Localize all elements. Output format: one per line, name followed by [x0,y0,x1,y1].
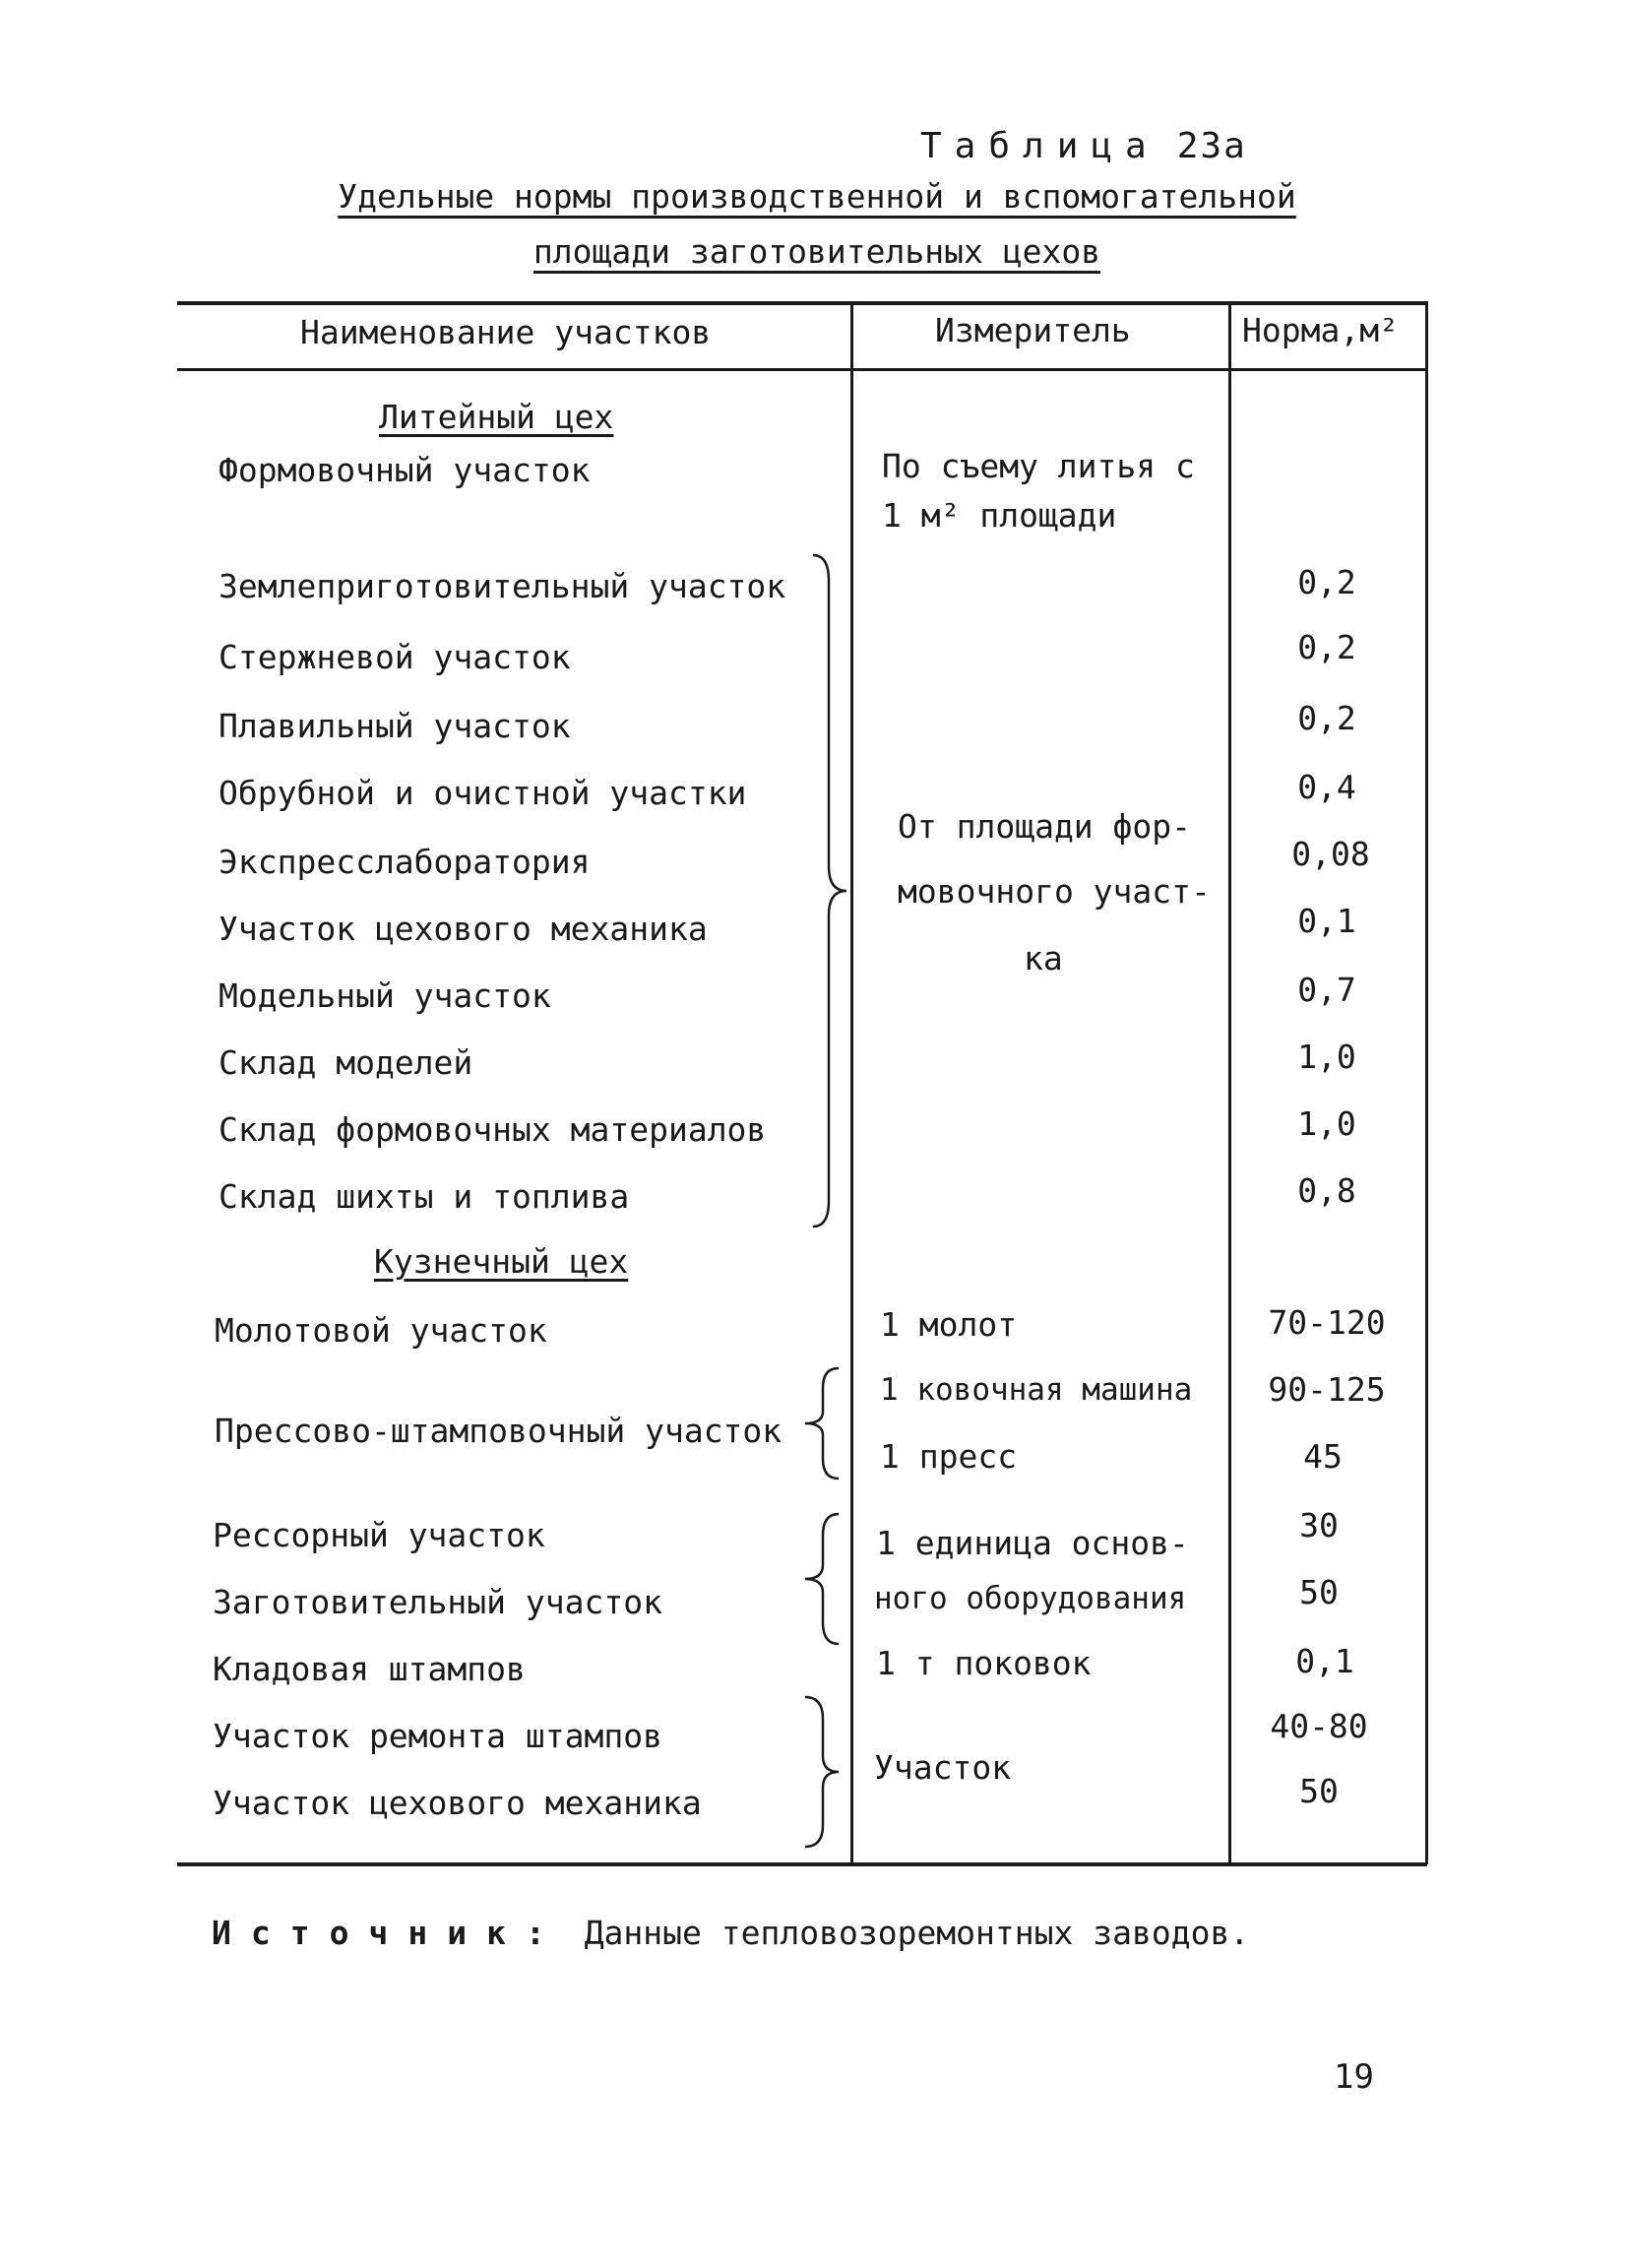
table-bottom-rule [177,1862,1427,1866]
measure-forming-line2: 1 м² площади [882,496,1117,535]
row-name: Прессово-штамповочный участок [215,1412,782,1450]
row-norm: 0,8 [1297,1171,1356,1210]
measure-norm-press: 45 [1303,1437,1343,1476]
row-name: Обрубной и очистной участки [219,774,747,812]
row-norm: 0,08 [1291,835,1370,873]
row-name: Экспресслаборатория [219,843,591,881]
row-norm: 0,4 [1297,768,1356,806]
table-word: Таблица [920,126,1159,166]
measure-forming-line1: По съему литья с [882,447,1195,485]
row-norm: 0,2 [1297,628,1356,666]
measure-unit-line1: 1 единица основ- [876,1524,1189,1562]
column-header-norm: Норма,м² [1242,311,1399,349]
table-number: 23а [1176,126,1247,166]
row-name: Кладовая штампов [213,1650,526,1688]
table-right-border [1425,301,1428,1864]
brace-unit-group [799,1510,845,1648]
measure-from-area-line1: От площади фор- [898,807,1192,846]
row-norm: 50 [1299,1772,1339,1810]
page-number: 19 [1334,2057,1374,2097]
row-norm: 70-120 [1268,1303,1386,1342]
row-norm: 1,0 [1297,1104,1356,1143]
row-name: Стержневой участок [219,638,571,676]
brace-repair-group [799,1693,845,1851]
section-title-foundry: Литейный цех [379,398,614,436]
row-name: Участок цехового механика [213,1784,702,1822]
row-name: Участок цехового механика [219,910,708,948]
source-label: Источник: [212,1914,565,1952]
row-norm: 50 [1299,1573,1339,1611]
row-name: Молотовой участок [215,1311,547,1350]
brace-press-group [799,1364,845,1482]
row-name: Заготовительный участок [213,1583,662,1621]
row-norm: 0,2 [1297,699,1356,737]
column-divider-2 [1228,301,1231,1864]
source-text: Данные тепловозоремонтных заводов. [584,1914,1250,1952]
brace-foundry-group [807,551,856,1230]
table-header-rule [177,368,1427,371]
row-name: Участок ремонта штампов [213,1717,662,1755]
section-title-forge: Кузнечный цех [374,1242,629,1281]
source-note [212,1914,1249,1952]
table-title-line1: Удельные нормы производственной и вспомогательной [338,177,1296,216]
row-name: Формовочный участок [219,451,591,489]
measure-press: 1 пресс [880,1437,1018,1476]
row-name: Склад шихты и топлива [219,1177,630,1216]
row-name: Плавильный участок [219,707,571,745]
row-name: Склад моделей [219,1043,473,1082]
row-name: Склад формовочных материалов [219,1110,767,1149]
measure-ton: 1 т поковок [876,1644,1092,1682]
table-title-line2: площади заготовительных цехов [532,232,1101,271]
table-top-rule [177,301,1427,305]
measure-hammer: 1 молот [880,1305,1018,1344]
row-name: Рессорный участок [213,1516,545,1554]
measure-from-area-line3: ка [1024,939,1063,977]
column-header-measure: Измеритель [935,311,1131,349]
row-norm: 0,1 [1297,902,1356,940]
measure-unit-line2: ного оборудования [874,1581,1187,1616]
measure-from-area-line2: мовочного участ- [898,872,1211,911]
row-norm: 0,1 [1295,1642,1354,1680]
row-norm: 40-80 [1270,1707,1368,1745]
row-norm: 1,0 [1297,1038,1356,1076]
measure-area: Участок [874,1748,1012,1787]
measure-forging-machine: 1 ковочная машина [880,1372,1193,1408]
row-name: Землеприготовительный участок [219,567,786,605]
table-label [920,126,1247,166]
row-norm: 0,7 [1297,971,1356,1009]
measure-norm-forging-machine: 90-125 [1268,1370,1386,1409]
row-norm: 0,2 [1297,563,1356,601]
row-name: Модельный участок [219,976,551,1015]
column-header-name: Наименование участков [300,313,712,351]
row-norm: 30 [1299,1506,1339,1544]
